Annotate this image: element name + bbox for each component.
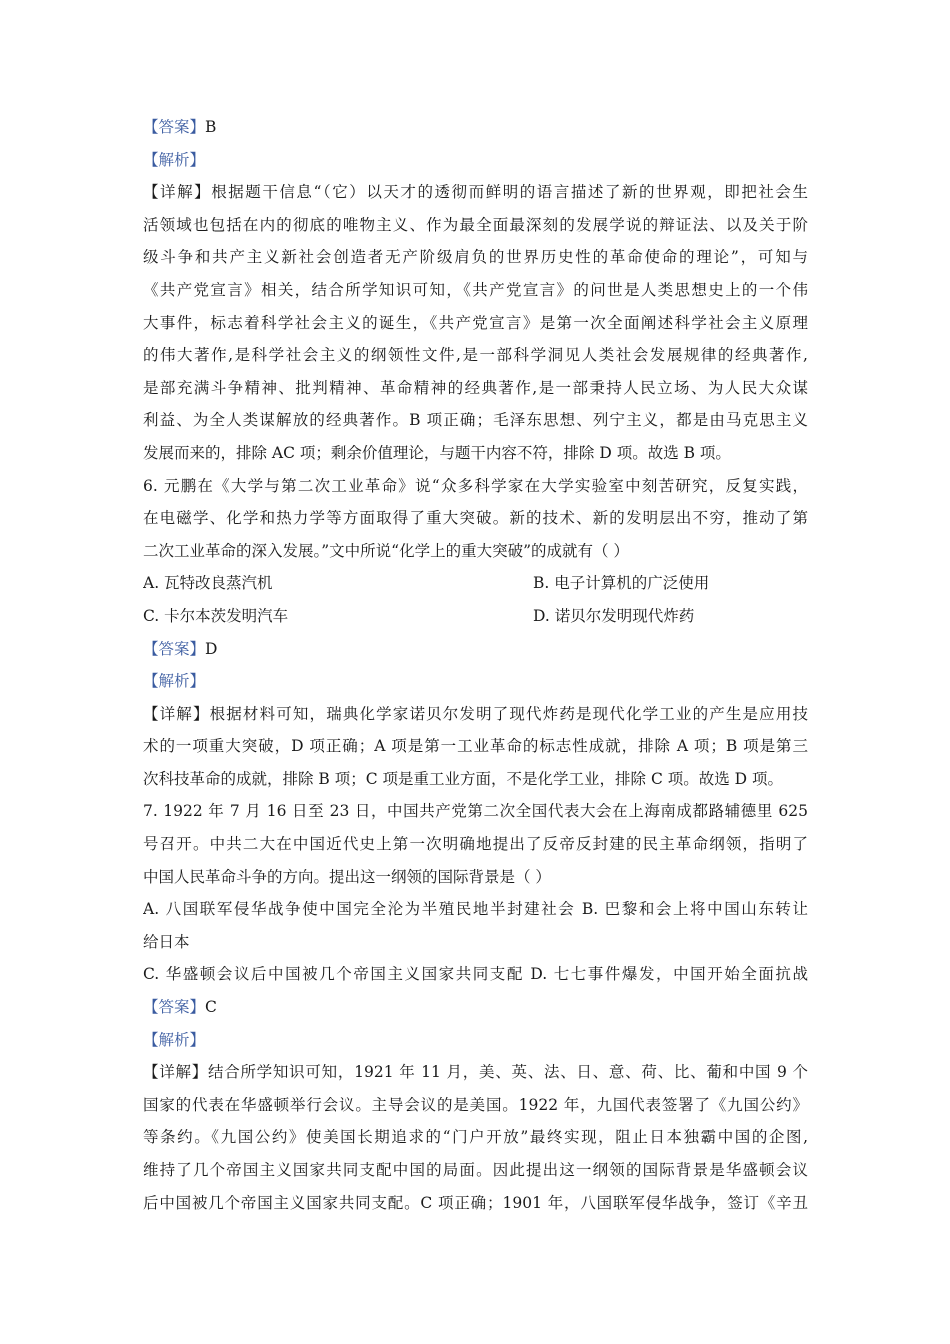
q7-answer-line — [143, 991, 808, 1024]
document-page — [143, 111, 808, 1219]
q5-answer-line — [143, 111, 808, 144]
q6-options-row-2 — [143, 600, 808, 633]
q5-detail-line: 大事件，标志着科学社会主义的诞生，《共产党宣言》是第一次全面阐述科学社会主义原理 — [143, 313, 808, 332]
q5-detail-line: 级斗争和共产主义新社会创造者无产阶级肩负的世界历史性的革命使命的理论”，可知与 — [143, 248, 808, 267]
q5-detail-line — [143, 176, 808, 209]
q7-analysis-heading — [143, 1024, 808, 1057]
q5-analysis-heading — [143, 144, 808, 177]
detail-tag: 【详解】 — [143, 183, 212, 202]
answer-tag: 【答案】 — [143, 998, 206, 1017]
q5-answer-value: B — [205, 118, 217, 136]
detail-tag: 【详解】 — [143, 1063, 208, 1082]
q7-option-line: C. 华盛顿会议后中国被几个帝国主义国家共同支配 D. 七七事件爆发，中国开始全面抗战 — [143, 965, 808, 984]
q7-detail-line: 等条约。《九国公约》使美国长期追求的“门户开放”最终实现，阻止日本独霸中国的企图, — [143, 1128, 808, 1147]
q6-stem-line: 二次工业革命的深入发展。”文中所说“化学上的重大突破”的成就有（ ） — [143, 541, 629, 560]
q5-detail-text: 根据题干信息“（它）以天才的透彻而鲜明的语言描述了新的世界观，即把社会生 — [211, 183, 808, 202]
q6-option-c: C. 卡尔本茨发明汽车 — [143, 606, 289, 625]
q7-answer-value: C — [205, 998, 217, 1017]
q7-option-line: A. 八国联军侵华战争使中国完全沦为半殖民地半封建社会 B. 巴黎和会上将中国山东转让 — [143, 900, 808, 919]
q7-detail-line: 后中国被几个帝国主义国家共同支配。C 项正确；1901 年，八国联军侵华战争，签订《辛丑 — [143, 1193, 808, 1212]
q6-options-row-1 — [143, 567, 808, 600]
q7-detail-text: 结合所学知识可知，1921 年 11 月，美、英、法、日、意、荷、比、葡和中国 9 个 — [207, 1063, 808, 1082]
q5-detail-line: 利益、为全人类谋解放的经典著作。B 项正确；毛泽东思想、列宁主义，都是由马克思主义 — [143, 411, 808, 430]
analysis-tag: 【解析】 — [143, 1030, 206, 1049]
q7-stem-line: 中国人民革命斗争的方向。提出这一纲领的国际背景是（ ） — [143, 867, 551, 886]
q7-detail-line — [143, 1056, 808, 1089]
q6-answer-line — [143, 633, 808, 666]
q6-detail-line: 术的一项重大突破，D 项正确；A 项是第一工业革命的标志性成就，排除 A 项；B 项是第三 — [143, 737, 808, 756]
q6-option-b: B. 电子计算机的广泛使用 — [533, 574, 710, 593]
answer-tag: 【答案】 — [143, 118, 206, 136]
q6-option-a: A. 瓦特改良蒸汽机 — [143, 574, 273, 593]
q5-detail-line: 活领域也包括在内的彻底的唯物主义、作为最全面最深刻的发展学说的辩证法、以及关于阶 — [143, 215, 808, 234]
q6-detail-line: 次科技革命的成就，排除 B 项；C 项是重工业方面，不是化学工业，排除 C 项。故选 D 项。 — [143, 769, 784, 788]
q7-detail-line: 维持了几个帝国主义国家共同支配中国的局面。因此提出这一纲领的国际背景是华盛顿会议 — [143, 1161, 808, 1179]
q6-stem-line: 在电磁学、化学和热力学等方面取得了重大突破。新的技术、新的发明层出不穷，推动了第 — [143, 509, 808, 528]
q5-detail-line: 发展而来的，排除 AC 项；剩余价值理论，与题干内容不符，排除 D 项。故选 B 项。 — [143, 443, 731, 462]
q7-detail-line: 国家的代表在华盛顿举行会议。主导会议的是美国。1922 年，九国代表签署了《九国公约》 — [143, 1095, 808, 1114]
q6-detail-text: 根据材料可知，瑞典化学家诺贝尔发明了现代炸药是现代化学工业的产生是应用技 — [209, 704, 808, 723]
q6-analysis-heading — [143, 665, 808, 698]
q7-stem-line: 号召开。中共二大在中国近代史上第一次明确地提出了反帝反封建的民主革命纲领，指明了 — [143, 835, 808, 854]
answer-tag: 【答案】 — [143, 639, 206, 658]
detail-tag: 【详解】 — [143, 704, 210, 723]
q5-detail-line: 的伟大著作,是科学社会主义的纲领性文件,是一部科学洞见人类社会发展规律的经典著作, — [143, 346, 808, 365]
q6-answer-value: D — [205, 639, 218, 658]
q5-detail-line: 《共产党宣言》相关，结合所学知识可知，《共产党宣言》的问世是人类思想史上的一个伟 — [143, 280, 808, 299]
q7-option-line: 给日本 — [143, 932, 190, 951]
q6-stem-line: 6. 元鹏在《大学与第二次工业革命》说“众多科学家在大学实验室中刻苦研究，反复实践， — [143, 476, 808, 495]
q7-stem-line: 7. 1922 年 7 月 16 日至 23 日，中国共产党第二次全国代表大会在上海南成都路辅德里 625 — [143, 802, 808, 821]
q6-detail-line — [143, 698, 808, 731]
analysis-tag: 【解析】 — [143, 672, 206, 691]
q6-option-d: D. 诺贝尔发明现代炸药 — [533, 606, 695, 625]
q5-detail-line: 是部充满斗争精神、批判精神、革命精神的经典著作,是一部秉持人民立场、为人民大众谋 — [143, 378, 808, 397]
analysis-tag: 【解析】 — [143, 150, 206, 169]
